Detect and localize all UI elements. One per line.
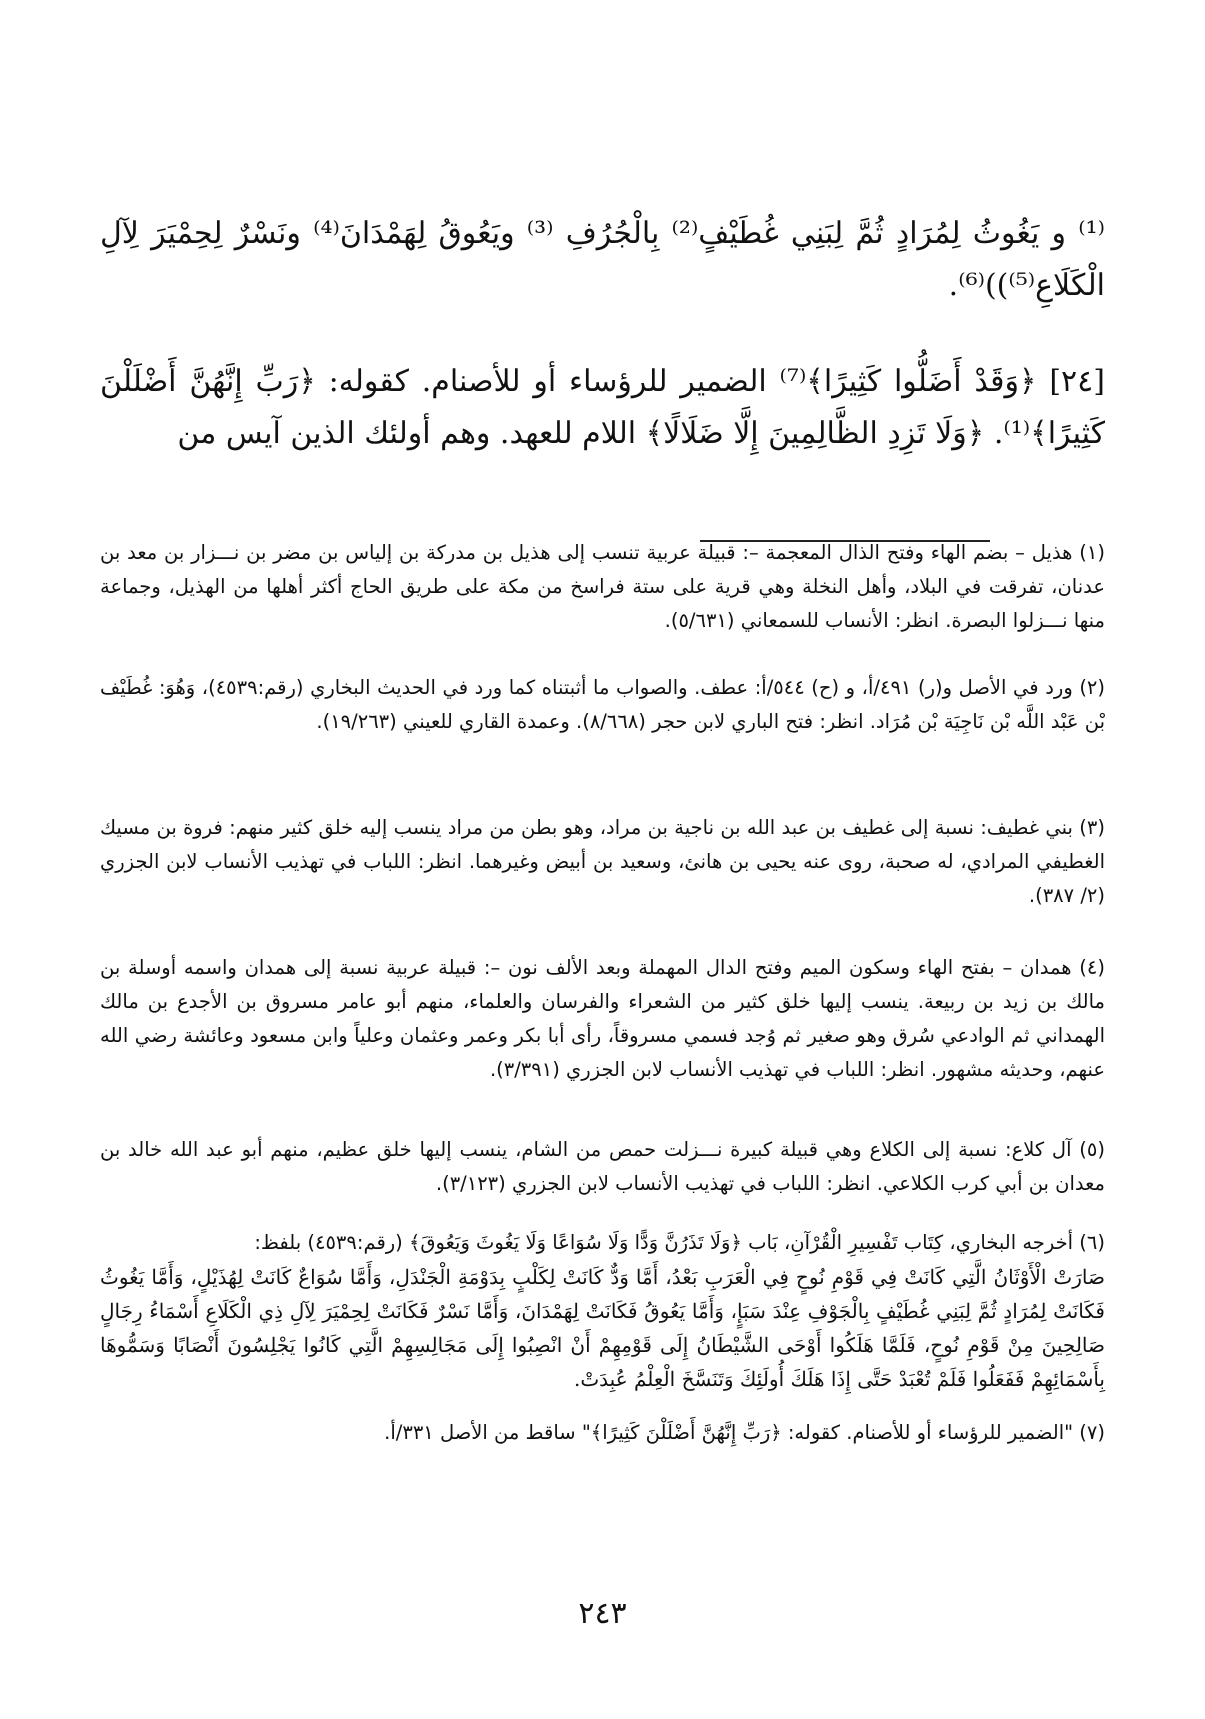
footnote-1: (١) هذيل – بضم الهاء وفتح الذال المعجمة –: قبيلة عربية تنسب إلى هذيل بن مدركة بن إلياس بن مضر بن نـــزار بن معد بن عدنان، تفرقت في البلاد، وأهل النخلة وهي قرية على ستة فراسخ من مكة على طريق الحاج أكثر أهلها من الهذيل، وجماعة منها نـــزلوا البصرة. انظر: الأنساب للسمعاني (٥/٦٣١). xyxy=(100,541,1105,632)
footnote-2: (٢) ورد في الأصل و(ر) ٤٩١/أ، و (ح) ٥٤٤/أ: عطف. والصواب ما أثبتناه كما ورد في الحديث البخاري (رقم:٤٥٣٩)، وَهُوَ: غُطَيْف بْن عَبْد اللَّه بْن نَاجِيَة بْن مُرَاد. انظر: فتح الباري لابن حجر (٨/٦٦٨). وعمدة القاري للعيني (١٩/٢٦٣). xyxy=(100,676,1106,733)
footnote-6-intro: (٦) أخرجه البخاري، كِتَاب تَفْسِيرِ الْقُرْآنِ، بَاب ﴿وَلَا تَذَرُنَّ وَدًّا وَلَا سُوَاعًا وَلَا يَغُوثَ وَيَعُوقَ﴾ (رقم:٤٥٣٩) بلفظ: xyxy=(254,1231,1105,1254)
footnote-5: (٥) آل كلاع: نسبة إلى الكلاع وهي قبيلة كبيرة نـــزلت حمص من الشام، ينسب إليها خلق عظيم، منهم أبو عبد الله خالد بن معدان بن أبي كرب الكلاعي. انظر: اللباب في تهذيب الأنساب لابن الجزري (٣/١٢٣). xyxy=(100,1138,1105,1195)
page-number: ٢٤٣ xyxy=(578,1596,627,1631)
main-hadith-continuation: ⁽¹⁾ و يَغُوثُ لِمُرَادٍ ثُمَّ لِبَنِي غُطَيْفٍ⁽²⁾ بِالْجُرُفِ ⁽³⁾ ويَعُوقُ لِهَمْدَانَ⁽⁴⁾ ونَسْرٌ لِحِمْيَرَ لِآلِ الْكَلَاعِ⁽⁵⁾))⁽⁶⁾. xyxy=(100,216,1105,303)
main-commentary-paragraph: [٢٤] ﴿وَقَدْ أَضَلُّوا كَثِيرًا﴾⁽⁷⁾ الضمير للرؤساء أو للأصنام. كقوله: ﴿رَبِّ إِنَّهُنَّ أَضْلَلْنَ كَثِيرًا﴾⁽¹⁾. ﴿وَلَا تَزِدِ الظَّالِمِينَ إِلَّا ضَلَالًا﴾ اللام للعهد. وهم أولئك الذين آيس من xyxy=(100,364,1105,451)
footnote-7: (٧) "الضمير للرؤساء أو للأصنام. كقوله: ﴿رَبِّ إِنَّهُنَّ أَضْلَلْنَ كَثِيرًا﴾" ساقط من الأصل ٣٣١/أ. xyxy=(384,1421,1105,1444)
footnote-3: (٣) بني غطيف: نسبة إلى غطيف بن عبد الله بن ناجية بن مراد، وهو بطن من مراد ينسب إليه خلق كثير منهم: فروة بن مسيك الغطيفي المرادي، له صحبة، روى عنه يحيى بن هانئ، وسعيد بن أبيض وغيرهما. انظر: اللباب في تهذيب الأنساب لابن الجزري (٢/ ٣٨٧). xyxy=(100,816,1105,907)
footnote-6 xyxy=(100,1226,1105,1396)
footnote-4: (٤) همدان – بفتح الهاء وسكون الميم وفتح الدال المهملة وبعد الألف نون –: قبيلة عربية نسبة إلى همدان واسمه أوسلة بن مالك بن زيد بن ربيعة. ينسب إليها خلق كثير من الشعراء والفرسان والعلماء، منهم أبو عامر مسروق بن الأجدع بن مالك الهمداني ثم الوادعي سُرق وهو صغير ثم وُجد فسمي مسروقاً، رأى أبا بكر وعمر وعثمان وعلياً وابن مسعود وعائشة رضي الله عنهم، وحديثه مشهور. انظر: اللباب في تهذيب الأنساب لابن الجزري (٣/٣٩١). xyxy=(100,956,1105,1081)
footnote-6-hadith-quote: صَارَتْ الْأَوْثَانُ الَّتِي كَانَتْ فِي قَوْمِ نُوحٍ فِي الْعَرَبِ بَعْدُ، أَمَّا وَدٌّ كَانَتْ لِكَلْبٍ بِدَوْمَةِ الْجَنْدَلِ، وَأَمَّا سُوَاعٌ كَانَتْ لِهُذَيْلٍ، وَأَمَّا يَغُوثُ فَكَانَتْ لِمُرَادٍ ثُمَّ لِبَنِي غُطَيْفٍ بِالْجَوْفِ عِنْدَ سَبَإٍ، وَأَمَّا يَعُوقُ فَكَانَتْ لِهَمْدَانَ، وَأَمَّا نَسْرٌ فَكَانَتْ لِحِمْيَرَ لِآلِ ذِي الْكَلَاعِ أَسْمَاءُ رِجَالٍ صَالِحِينَ مِنْ قَوْمِ نُوحٍ، فَلَمَّا هَلَكُوا أَوْحَى الشَّيْطَانُ إِلَى قَوْمِهِمْ أَنْ انْصِبُوا إِلَى مَجَالِسِهِمْ الَّتِي كَانُوا يَجْلِسُونَ أَنْصَابًا وَسَمُّوهَا بِأَسْمَائِهِمْ فَفَعَلُوا فَلَمْ تُعْبَدْ حَتَّى إِذَا هَلَكَ أُولَئِكَ وَتَنَسَّخَ الْعِلْمُ عُبِدَتْ. xyxy=(100,1265,1105,1391)
